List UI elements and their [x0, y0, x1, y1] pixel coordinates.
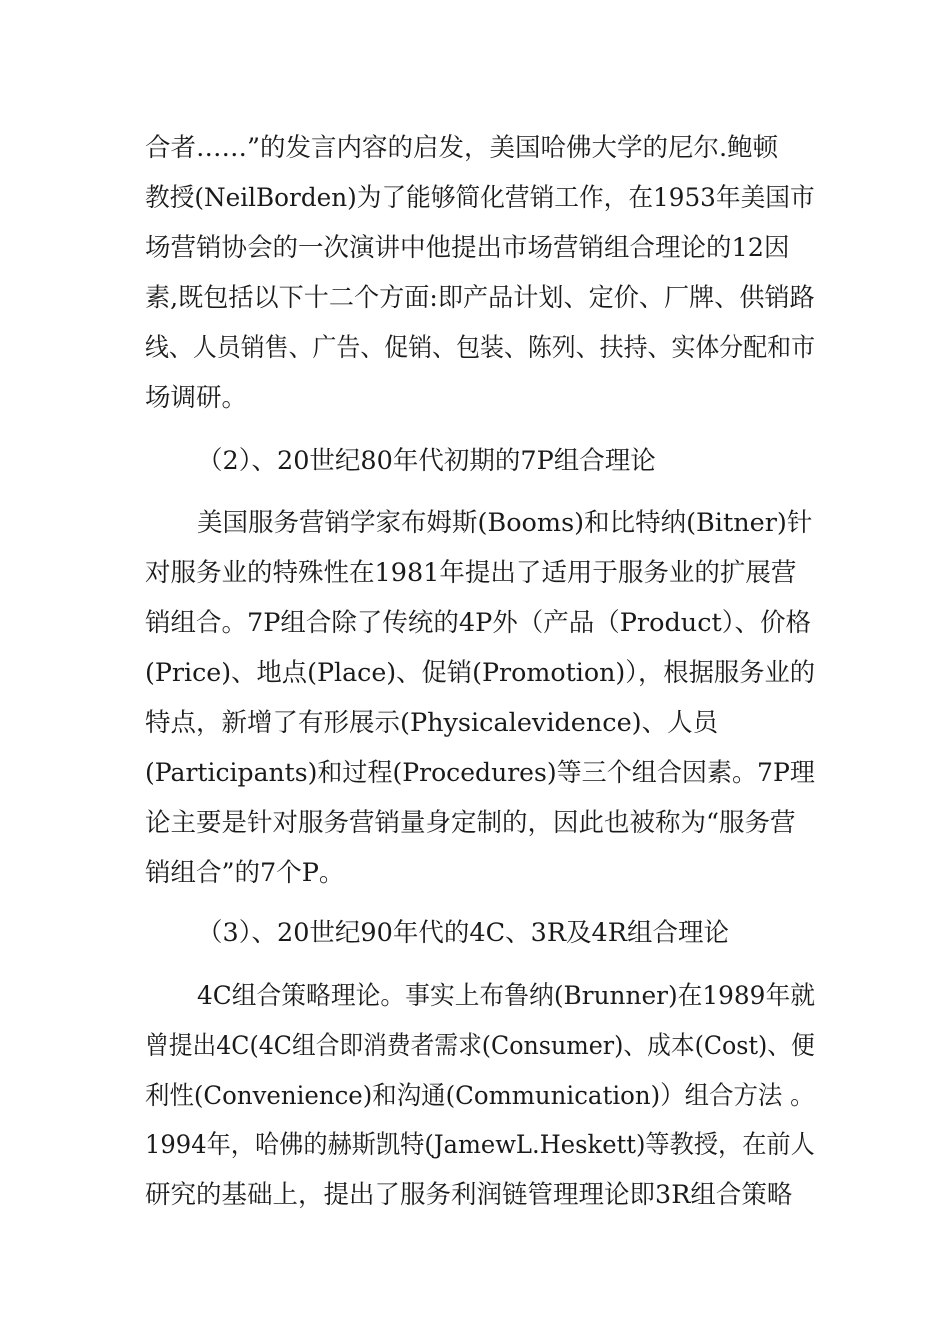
- text-line: 4C组合策略理论。事实上布鲁纳(Brunner)在1989年就: [197, 981, 816, 1011]
- text-line: 对服务业的特殊性在1981年提出了适用于服务业的扩展营: [145, 558, 797, 588]
- text-line: (Price)、地点(Place)、促销(Promotion)），根据服务业的: [145, 658, 816, 688]
- text-line: 场调研。: [145, 383, 248, 413]
- text-line: 场营销协会的一次演讲中他提出市场营销组合理论的12因: [145, 233, 790, 263]
- text-line: 销组合。7P组合除了传统的4P外（产品（Product）、价格: [145, 608, 811, 638]
- text-line: 曾提出4C(4C组合即消费者需求(Consumer)、成本(Cost)、便: [145, 1031, 815, 1061]
- text-line: 1994年，哈佛的赫斯凯特(JamewL.Heskett)等教授，在前人: [145, 1130, 815, 1160]
- section-heading: （2）、20世纪80年代初期的7P组合理论: [197, 446, 656, 476]
- text-line: 线、人员销售、广告、促销、包装、陈列、扶持、实体分配和市: [145, 333, 816, 363]
- text-line: 美国服务营销学家布姆斯(Booms)和比特纳(Bitner)针: [197, 508, 813, 538]
- text-line: 特点，新增了有形展示(Physicalevidence)、人员: [145, 708, 719, 738]
- text-line: 素,既包括以下十二个方面:即产品计划、定价、厂牌、供销路: [145, 283, 815, 313]
- text-line: (Participants)和过程(Procedures)等三个组合因素。7P理: [145, 758, 815, 788]
- section-heading: （3）、20世纪90年代的4C、3R及4R组合理论: [197, 918, 729, 948]
- text-line: 论主要是针对服务营销量身定制的，因此也被称为“服务营: [145, 808, 796, 838]
- text-line: 利性(Convenience)和沟通(Communication)）组合方法 。: [145, 1081, 815, 1111]
- text-line: 合者……”的发言内容的启发，美国哈佛大学的尼尔.鲍顿: [145, 133, 779, 163]
- text-line: 研究的基础上，提出了服务利润链管理理论即3R组合策略: [145, 1180, 793, 1210]
- text-line: 销组合”的7个P。: [145, 858, 345, 888]
- text-line: 教授(NeilBorden)为了能够简化营销工作，在1953年美国市: [145, 183, 815, 213]
